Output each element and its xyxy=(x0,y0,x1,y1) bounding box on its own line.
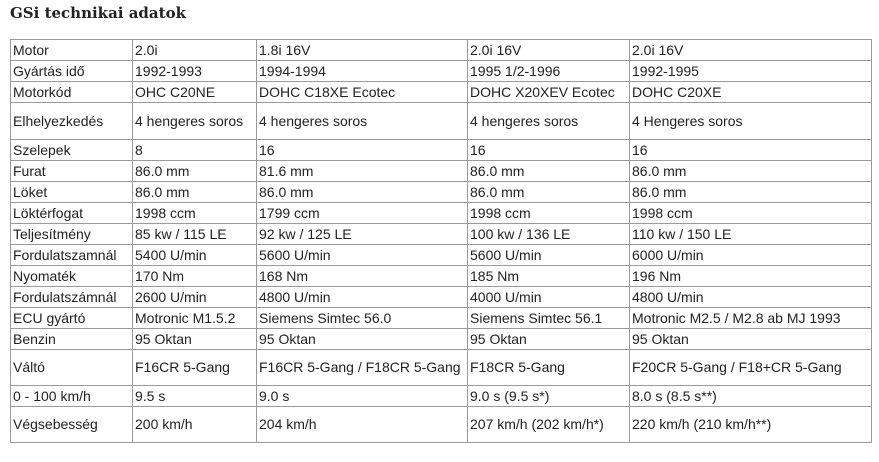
row-label: Fordulatszamnál xyxy=(11,245,133,266)
table-cell: 1998 ccm xyxy=(630,203,872,224)
table-cell: 4800 U/min xyxy=(630,287,872,308)
table-cell: 4 hengeres soros xyxy=(468,103,630,140)
table-cell: 92 kw / 125 LE xyxy=(257,224,468,245)
row-label: Motor xyxy=(11,40,133,61)
table-row xyxy=(11,407,872,443)
table-cell: 8.0 s (8.5 s**) xyxy=(630,386,872,407)
table-cell: 9.5 s xyxy=(133,386,257,407)
row-label: Furat xyxy=(11,161,133,182)
specs-table xyxy=(10,39,872,443)
row-label: ECU gyártó xyxy=(11,308,133,329)
table-cell: Siemens Simtec 56.1 xyxy=(468,308,630,329)
table-row xyxy=(11,266,872,287)
table-cell: 86.0 mm xyxy=(468,182,630,203)
table-cell: 9.0 s (9.5 s*) xyxy=(468,386,630,407)
row-label: Löket xyxy=(11,182,133,203)
table-cell: 95 Oktan xyxy=(468,329,630,350)
table-cell: 16 xyxy=(630,140,872,161)
table-cell: 95 Oktan xyxy=(133,329,257,350)
table-cell: DOHC X20XEV Ecotec xyxy=(468,82,630,103)
table-cell: 1992-1995 xyxy=(630,61,872,82)
table-cell: 170 Nm xyxy=(133,266,257,287)
table-cell: Motronic M2.5 / M2.8 ab MJ 1993 xyxy=(630,308,872,329)
table-cell: F18CR 5-Gang xyxy=(468,350,630,386)
table-cell: 86.0 mm xyxy=(630,182,872,203)
table-cell: F20CR 5-Gang / F18+CR 5-Gang xyxy=(630,350,872,386)
table-cell: F16CR 5-Gang / F18CR 5-Gang xyxy=(257,350,468,386)
page-title: GSi technikai adatok xyxy=(10,4,186,22)
table-cell: 100 kw / 136 LE xyxy=(468,224,630,245)
row-label: Végsebesség xyxy=(11,407,133,443)
table-row xyxy=(11,308,872,329)
row-label: Nyomaték xyxy=(11,266,133,287)
table-cell: DOHC C20XE xyxy=(630,82,872,103)
table-row xyxy=(11,182,872,203)
table-cell: Motronic M1.5.2 xyxy=(133,308,257,329)
table-cell: 168 Nm xyxy=(257,266,468,287)
table-cell: 2600 U/min xyxy=(133,287,257,308)
table-cell: 5600 U/min xyxy=(257,245,468,266)
row-label: Löktérfogat xyxy=(11,203,133,224)
table-cell: 16 xyxy=(468,140,630,161)
table-cell: 86.0 mm xyxy=(468,161,630,182)
table-row xyxy=(11,287,872,308)
row-label: Váltó xyxy=(11,350,133,386)
table-cell: 1994-1994 xyxy=(257,61,468,82)
table-cell: 81.6 mm xyxy=(257,161,468,182)
table-cell: 86.0 mm xyxy=(133,182,257,203)
table-cell: 16 xyxy=(257,140,468,161)
table-cell: 95 Oktan xyxy=(257,329,468,350)
table-cell: 207 km/h (202 km/h*) xyxy=(468,407,630,443)
row-label: Gyártás idő xyxy=(11,61,133,82)
table-row xyxy=(11,329,872,350)
table-cell: 5400 U/min xyxy=(133,245,257,266)
table-row xyxy=(11,161,872,182)
table-cell: 4000 U/min xyxy=(468,287,630,308)
table-cell: 2.0i xyxy=(133,40,257,61)
table-cell: 4 hengeres soros xyxy=(133,103,257,140)
row-label: Benzin xyxy=(11,329,133,350)
table-cell: 110 kw / 150 LE xyxy=(630,224,872,245)
table-cell: 95 Oktan xyxy=(630,329,872,350)
table-cell: 86.0 mm xyxy=(133,161,257,182)
table-row xyxy=(11,245,872,266)
table-cell: 2.0i 16V xyxy=(630,40,872,61)
table-cell: 1995 1/2-1996 xyxy=(468,61,630,82)
table-cell: 4 Hengeres soros xyxy=(630,103,872,140)
table-cell: 2.0i 16V xyxy=(468,40,630,61)
table-cell: 1.8i 16V xyxy=(257,40,468,61)
table-row xyxy=(11,140,872,161)
table-cell: 1992-1993 xyxy=(133,61,257,82)
table-cell: 1998 ccm xyxy=(133,203,257,224)
table-cell: 4800 U/min xyxy=(257,287,468,308)
table-cell: 1998 ccm xyxy=(468,203,630,224)
table-cell: DOHC C18XE Ecotec xyxy=(257,82,468,103)
table-row xyxy=(11,103,872,140)
table-row xyxy=(11,350,872,386)
table-cell: OHC C20NE xyxy=(133,82,257,103)
table-cell: 86.0 mm xyxy=(630,161,872,182)
table-cell: 9.0 s xyxy=(257,386,468,407)
table-cell: 196 Nm xyxy=(630,266,872,287)
table-row xyxy=(11,224,872,245)
row-label: 0 - 100 km/h xyxy=(11,386,133,407)
table-cell: 1799 ccm xyxy=(257,203,468,224)
row-label: Fordulatszámnál xyxy=(11,287,133,308)
table-cell: 220 km/h (210 km/h**) xyxy=(630,407,872,443)
row-label: Szelepek xyxy=(11,140,133,161)
table-row xyxy=(11,82,872,103)
table-cell: F16CR 5-Gang xyxy=(133,350,257,386)
table-cell: Siemens Simtec 56.0 xyxy=(257,308,468,329)
table-cell: 85 kw / 115 LE xyxy=(133,224,257,245)
table-cell: 86.0 mm xyxy=(257,182,468,203)
row-label: Elhelyezkedés xyxy=(11,103,133,140)
table-cell: 4 hengeres soros xyxy=(257,103,468,140)
row-label: Motorkód xyxy=(11,82,133,103)
table-row xyxy=(11,203,872,224)
table-row xyxy=(11,386,872,407)
table-row xyxy=(11,61,872,82)
table-cell: 5600 U/min xyxy=(468,245,630,266)
table-cell: 200 km/h xyxy=(133,407,257,443)
table-row xyxy=(11,40,872,61)
table-cell: 185 Nm xyxy=(468,266,630,287)
row-label: Teljesítmény xyxy=(11,224,133,245)
table-cell: 6000 U/min xyxy=(630,245,872,266)
table-cell: 8 xyxy=(133,140,257,161)
table-cell: 204 km/h xyxy=(257,407,468,443)
